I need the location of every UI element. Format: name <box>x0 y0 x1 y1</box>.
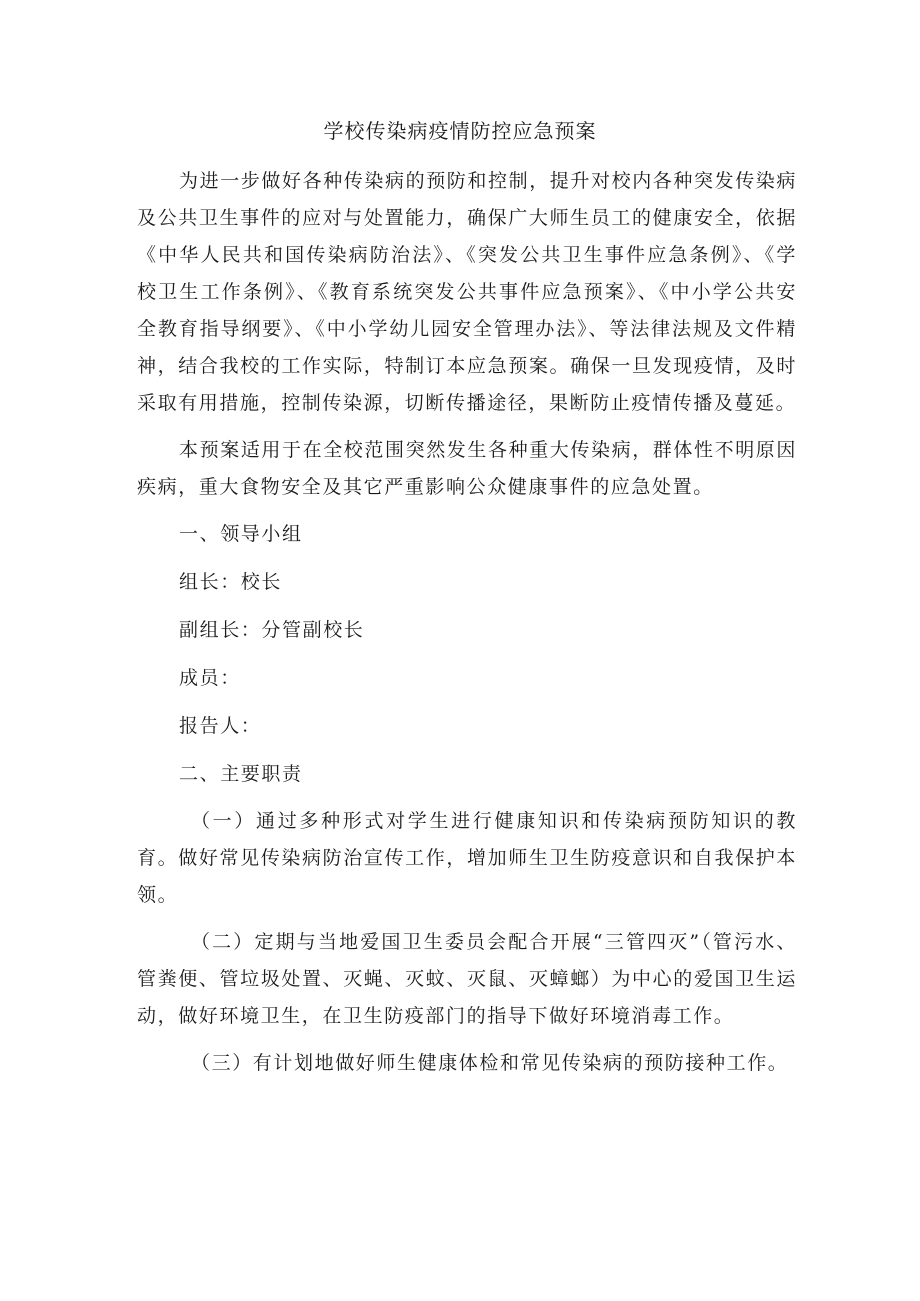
section-heading-leadership: 一、领导小组 <box>179 523 303 545</box>
members-line: 成员： <box>179 667 241 689</box>
leader-line: 组长：校长 <box>179 571 283 593</box>
duty-item-2: （二）定期与当地爱国卫生委员会配合开展“三管四灭”（管污水、管粪便、管垃圾处置、灭蝇、灭蚊、灭鼠、灭蟑螂）为中心的爱国卫生运动，做好环境卫生，在卫生防疫部门的指导下做好环境消毒工作。 <box>137 931 797 1027</box>
duty-item-1: （一）通过多种形式对学生进行健康知识和传染病预防知识的教育。做好常见传染病防治宣传工作，增加师生卫生防疫意识和自我保护本领。 <box>137 810 797 906</box>
document-body <box>137 163 797 1082</box>
duty-item-3: （三）有计划地做好师生健康体检和常见传染病的预防接种工作。 <box>191 1052 789 1074</box>
reporter-line: 报告人： <box>179 715 262 737</box>
intro-paragraph: 为进一步做好各种传染病的预防和控制，提升对校内各种突发传染病及公共卫生事件的应对与处置能力，确保广大师生员工的健康安全，依据《中华人民共和国传染病防治法》、《突发公共卫生事件应急条例》、《学校卫生工作条例》、《教育系统突发公共事件应急预案》、《中小学公共安全教育指导纲要》、《中小学幼儿园安全管理办法》、等法律法规及文件精神，结合我校的工作实际，特制订本应急预案。确保一旦发现疫情，及时采取有用措施，控制传染源，切断传播途径，果断防止疫情传播及蔓延。 <box>137 170 798 414</box>
document-title: 学校传染病疫情防控应急预案 <box>323 119 597 143</box>
scope-paragraph: 本预案适用于在全校范围突然发生各种重大传染病，群体性不明原因疾病，重大食物安全及其它严重影响公众健康事件的应急处置。 <box>137 439 798 498</box>
section-heading-duties: 二、主要职责 <box>179 763 303 785</box>
deputy-line: 副组长：分管副校长 <box>179 619 365 641</box>
